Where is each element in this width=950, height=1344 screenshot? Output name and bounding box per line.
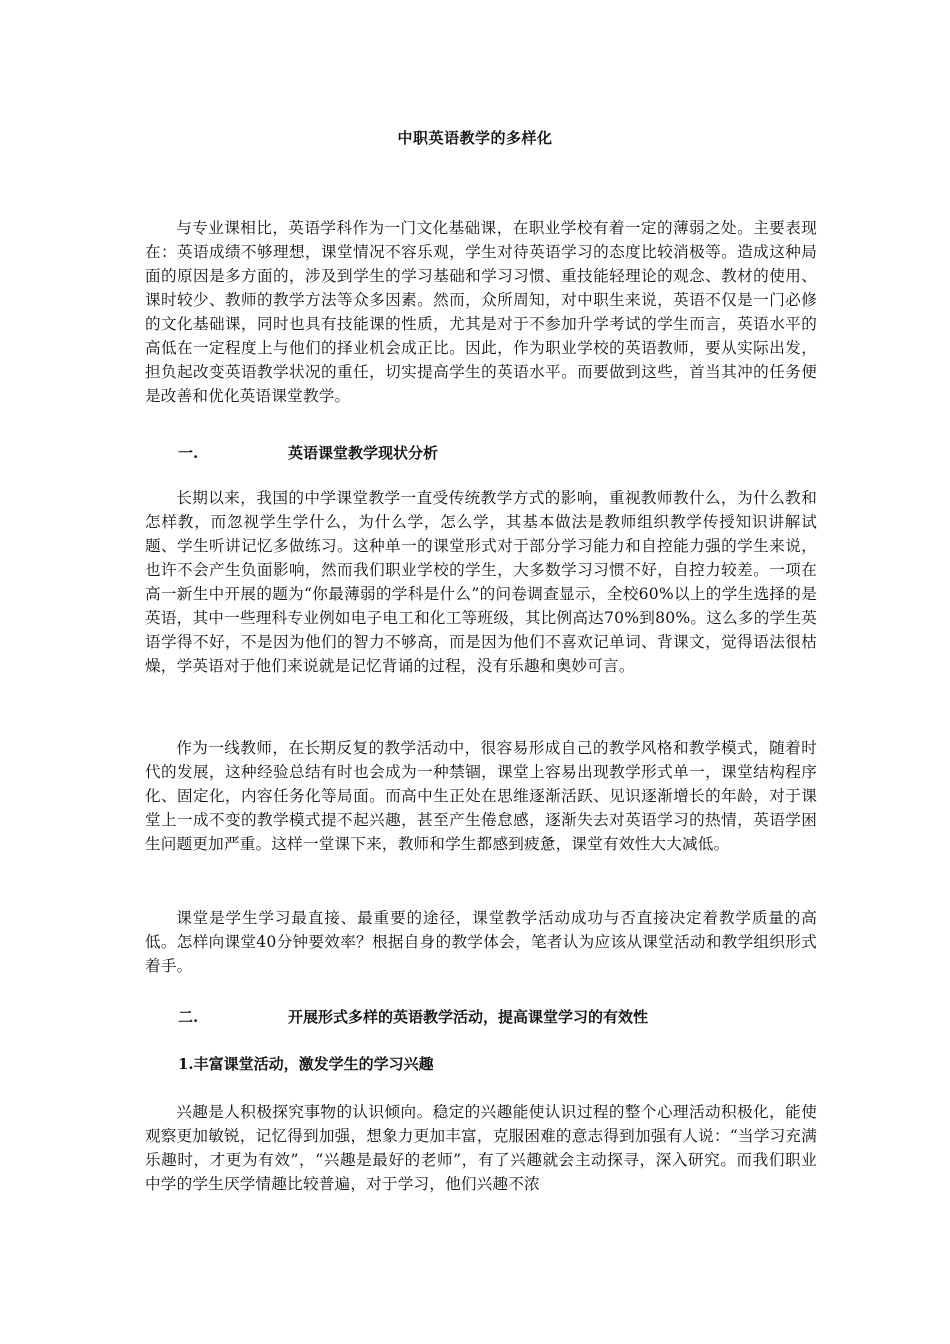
- document-title: 中职英语教学的多样化: [397, 129, 553, 147]
- intro-paragraph: 与专业课相比，英语学科作为一门文化基础课，在职业学校有着一定的薄弱之处。主要表现在：英语成绩不够理想，课堂情况不容乐观，学生对待英语学习的态度比较消极等。造成这种局面的原因是多方面的，涉及到学生的学习基础和学习习惯、重技能轻理论的观念、教材的使用、课时较少、教师的教学方法等众多因素。然而，众所周知，对中职生来说，英语不仅是一门必修的文化基础课，同时也具有技能课的性质，尤其是对于不参加升学考试的学生而言，英语水平的高低在一定程度上与他们的择业机会成正比。因此，作为职业学校的英语教师，要从实际出发，担负起改变英语教学状况的重任，切实提高学生的英语水平。而要做到这些，首当其冲的任务便是改善和优化英语课堂教学。: [145, 219, 817, 405]
- section-2-title: 开展形式多样的英语教学活动，提高课堂学习的有效性: [288, 1008, 649, 1026]
- subsection-1-paragraph: 兴趣是人积极探究事物的认识倾向。稳定的兴趣能使认识过程的整个心理活动积极化，能使观察更加敏锐，记忆得到加强，想象力更加丰富，克服困难的意志得到加强有人说：“当学习充满乐趣时，才更为有效”，“兴趣是最好的老师”，有了兴趣就会主动探寻，深入研究。而我们职业中学的学生厌学情趣比较普遍，对于学习，他们兴趣不浓: [145, 1103, 817, 1193]
- section-1-paragraph-1: 长期以来，我国的中学课堂教学一直受传统教学方式的影响，重视教师教什么，为什么教和怎样教，而忽视学生学什么，为什么学，怎么学，其基本做法是教师组织教学传授知识讲解试题、学生听讲记忆多做练习。这种单一的课堂形式对于部分学习能力和自控能力强的学生来说，也许不会产生负面影响，然而我们职业学校的学生，大多数学习习惯不好，自控力较差。一项在高一新生中开展的题为“你最薄弱的学科是什么”的问卷调查显示，全校60%以上的学生选择的是英语，其中一些理科专业例如电子电工和化工等班级，其比例高达70%到80%。这么多的学生英语学得不好，不是因为他们的智力不够高，而是因为他们不喜欢记单词、背课文，觉得语法很枯燥，学英语对于他们来说就是记忆背诵的过程，没有乐趣和奥妙可言。: [145, 489, 817, 675]
- section-1-paragraph-2: 作为一线教师，在长期反复的教学活动中，很容易形成自己的教学风格和教学模式，随着时代的发展，这种经验总结有时也会成为一种禁锢，课堂上容易出现教学形式单一，课堂结构程序化、固定化，内容任务化等局面。而高中生正处在思维逐渐活跃、见识逐渐增长的年龄，对于课堂上一成不变的教学模式提不起兴趣，甚至产生倦怠感，逐渐失去对英语学习的热情，英语学困生问题更加严重。这样一堂课下来，教师和学生都感到疲惫，课堂有效性大大减低。: [145, 739, 817, 853]
- section-2-number: 二.: [178, 1008, 199, 1026]
- section-2-heading: [178, 1006, 798, 1028]
- section-1-title: 英语课堂教学现状分析: [288, 444, 439, 462]
- subsection-1-heading: 1.丰富课堂活动，激发学生的学习兴趣: [178, 1055, 434, 1073]
- section-1-heading: [178, 442, 778, 464]
- section-1-number: 一.: [178, 444, 199, 462]
- section-1-paragraph-3: 课堂是学生学习最直接、最重要的途径，课堂教学活动成功与否直接决定着教学质量的高低。怎样向课堂40分钟要效率？根据自身的教学体会，笔者认为应该从课堂活动和教学组织形式着手。: [145, 909, 817, 975]
